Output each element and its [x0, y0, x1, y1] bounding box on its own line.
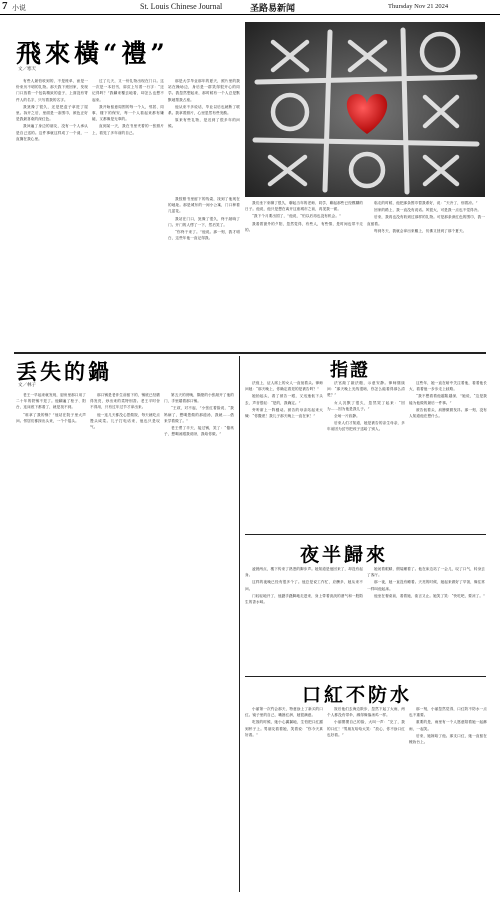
paragraph: 女人沉默了很久，忽然哭了起来：“因为……因为他是我儿子。”: [327, 400, 405, 411]
story2-byline: 文／林子: [18, 383, 36, 388]
story1-byline: 文／寒天: [18, 67, 36, 72]
tic-tac-toe-heart-image: [245, 22, 485, 197]
paragraph: 她闭着眼睛，假装睡着了。他在床边站了一会儿，叹了口气，转身去了客厅。: [367, 567, 485, 578]
paragraph: 她抬起头，看了被告一眼，又迅速低下头去，声音很轻：“是的，我确定。”: [245, 394, 323, 405]
paper-name-en: St. Louis Chinese Journal: [140, 2, 223, 11]
paragraph: 每到冬天，我就会拿出来戴上，仿佛又回到了那个夏天。: [374, 228, 467, 233]
paragraph: 门轻轻地开了，他蹑手蹑脚地走进来，身上带着淡淡的酒气和一股陌生的香水味。: [245, 593, 363, 605]
paper-name-cn: 圣路易新闻: [250, 3, 296, 13]
story1-column-4: [168, 196, 240, 346]
story5-title: 口紅不防水: [302, 684, 413, 706]
paragraph: 那是大学毕业那年的夏天，照片里的我站在操场边，身后是一群笑得很开心的同学。我忽然想起来，那时候有一个人总是默默地帮我占座。: [168, 79, 240, 102]
paragraph: 回家的路上，我一直没有说话。风很大，可是我一点也不觉得冷。: [374, 208, 482, 213]
paragraph: 我问遍了身边的朋友，没有一个人承认是自己送的。这件事就这样成了一个谜，一直搁在我心里。: [16, 124, 88, 141]
story3-column-3: [409, 380, 487, 530]
story2-title: 丢失的鍋: [16, 360, 112, 384]
paragraph: 我们坐下来聊了很久，聊起当年的老师、同学，聊起那些已经模糊的日子。他说，他只是想在离开这座城市之前，再见我一面。: [245, 201, 363, 212]
paragraph: 有些人最怕收到的，不是账单，而是一份来历不明的礼物。那天我下班回家，发现门口放着一个包装精致的盒子，上面没有寄件人的名字，只写着我的名字。: [16, 79, 88, 102]
story1-column-6: [367, 200, 485, 346]
story4-column-2: [367, 566, 485, 672]
paragraph: 那口锅是老伴生前留下的，锅底已经磨得发亮，炒出来的菜特别香。老王平时舍不得用，只有过年过节才拿出来。: [90, 393, 160, 410]
paragraph: “你终于来了。”他说。那一刻，我才明白，这些年他一直记得我。: [168, 230, 240, 241]
paragraph: 饭后他们去海边散步，忽然下起了大雨，两个人都没有带伞，淋得像落汤鸡一样。: [327, 707, 405, 718]
paragraph: 被告低着头，肩膀微微发抖。那一刻，没有人知道他在想什么。: [409, 407, 487, 419]
paragraph: 法庭上，证人席上的女人一直低着头。律师问她：“那天晚上，你确定看见的是被告吗？”: [245, 381, 323, 392]
story2-column-1: [16, 392, 86, 892]
story3-column-1: [245, 380, 323, 530]
paragraph: 这些年，她一直在暗中关注着他，看着他长大，看着他一步步走上歧路。: [409, 381, 487, 392]
paragraph: 重要的是，雨里有一个人愿意陪着她一起淋雨，一起笑。: [409, 720, 487, 731]
paragraph: 小丽摸摸自己的脸，大叫一声：“完了，我的口红！”男朋友哈哈大笑：“放心，你不涂口红也好看。”: [327, 720, 405, 737]
page-header: [0, 0, 500, 15]
paragraph: 凌晨两点，楼下传来了熟悉的脚步声。她知道是他回来了，却没有起身。: [245, 567, 363, 578]
paragraph: 第五天的傍晚，隔壁的小张敲开了他的门，手里端着那口锅。: [164, 393, 234, 404]
paragraph: 他坐在餐桌前，看着她，欲言又止。她笑了笑：“快吃吧，要凉了。”: [374, 593, 485, 598]
paragraph: 他从来不多说话，毕业以后也就断了联系。我拿着照片，心里忽然有些发酸。: [168, 104, 240, 116]
paragraph: 后来，我再也没有收到过那样的礼物。可是那条深红色的围巾，我一直留着。: [367, 215, 485, 226]
story1-title: 飛來橫“禮”: [16, 39, 169, 68]
section-divider: [245, 676, 486, 677]
paragraph: 后来，她嫁给了他。那支口红，她一直留在梳妆台上。: [409, 733, 487, 745]
story5-column-3: [409, 706, 487, 892]
story2-column-2: [90, 392, 160, 892]
story5-column-1: [245, 706, 323, 892]
story2-column-3: [164, 392, 234, 892]
section-divider: [14, 352, 486, 354]
paragraph: 我开始留意周围的每一个人，邻居、同事、楼下的保安，每一个人看起来都有嫌疑，又都像是无辜的。: [92, 104, 164, 122]
paragraph: 那一夜，她一直没有睡着。天亮的时候，她起来做好了早饭，像往常一样叫他起床。: [367, 580, 485, 591]
story1-column-5: [245, 200, 363, 346]
paragraph: 老王愣了半天，接过锅，笑了：“傻孩子，想喝汤跟我说呀，我给你做。”: [164, 426, 234, 437]
paragraph: 直到某一天，我在书里夹着的一张照片上，看见了多年前的自己。: [92, 124, 164, 135]
page-number: 7: [2, 0, 8, 12]
story4-column-1: [245, 566, 363, 672]
paragraph: 他一连几天都没心思做饭，每天就吃点馒头咸菜。儿子打电话来，他也只是叹气。: [90, 412, 160, 430]
paragraph: 我站在门口，犹豫了很久，终于敲响了门。开门的人愣了一下，然后笑了。: [168, 216, 240, 227]
paragraph: 临走的时候，他把那条围巾替我系好，说：“天冷了，别着凉。”: [374, 201, 478, 205]
paragraph: 吃饭的时候，她小心翼翼地，生怕把口红蹭到杯子上。男朋友看着她，笑着说：“你今天真好看。”: [245, 720, 323, 737]
paragraph: 后来人们才知道，她是被告的亲生母亲，多年前因为贫穷把孩子送给了别人。: [327, 421, 405, 432]
paragraph: 全场一片寂静。: [334, 414, 360, 419]
story1-column-3: [168, 78, 240, 188]
story1-column-1: [16, 78, 88, 346]
paragraph: 过了几天，又一份礼物出现在门口。这一次是一本旧书，扉页上写着一行字：“还记得吗？”我翻来覆去地看，却怎么也想不起来。: [92, 79, 164, 102]
story5-column-2: [327, 706, 405, 892]
paragraph: “我不想看着他越陷越深，”她说，“这是我能为他做的最后一件事。”: [409, 394, 487, 405]
paragraph: 我犹豫了很久，还是把盒子拿进了屋里。拆开之后，里面是一条围巾，颜色正好是我最喜欢的深红色。: [16, 104, 88, 122]
issue-date: Thursday Nov 21 2024: [388, 3, 449, 10]
paragraph: “王叔，对不起，”小张红着脸说，“我妈病了，想喝您做的那道汤，我就……借来学着做了。”: [164, 406, 234, 423]
paragraph: 法官敲了敲法槌，示意安静。律师继续问：“那天晚上光线很暗，你怎么能看得那么清楚？”: [327, 381, 405, 398]
paragraph: 我看着窗外的夕阳，忽然觉得，有些人，有些情，是时间也带不走的。: [245, 221, 363, 232]
paragraph: 那一刻，小丽忽然觉得，口红防不防水一点也不重要。: [409, 707, 487, 718]
paragraph: “谁拿了我的锅？”他站在院子里大声问。邻居们都探出头来，一个个摇头。: [16, 412, 86, 423]
paragraph: 旁听席上一阵骚动。被告的母亲站起来大喊：“你撒谎！我儿子那天晚上一直在家！”: [245, 407, 323, 419]
paragraph: “我下个月要出国了，”他说，“怕以后再也没有机会。”: [252, 214, 342, 219]
story3-column-2: [327, 380, 405, 530]
column-divider: [239, 356, 240, 892]
story1-photo: [245, 22, 485, 197]
paragraph: 我按照书里留下的线索，找到了他现在的地址。那是城东的一间小公寓，门口种着几盆花。: [168, 197, 240, 214]
section-name: 小说: [12, 4, 26, 12]
paragraph: 小丽第一次约会那天，特意涂上了新买的口红。镜子里的自己，嘴唇红润，她很满意。: [245, 707, 323, 718]
section-divider: [245, 534, 486, 535]
paragraph: 这样的夜晚已经有很多个了。他总是说工作忙，应酬多，她从来不问。: [245, 580, 363, 591]
story3-title: 指證: [330, 360, 370, 381]
story1-column-2: [92, 78, 164, 346]
paragraph: 原来有些礼物，是迟到了很多年的问候。: [168, 118, 240, 129]
paragraph: 老王一早起来就发现，厨房里那口用了二十年的铁锅不见了。他翻遍了柜子、阳台，连床底下都看了，就是找不到。: [16, 393, 86, 410]
story4-title: 夜半歸來: [300, 544, 389, 566]
